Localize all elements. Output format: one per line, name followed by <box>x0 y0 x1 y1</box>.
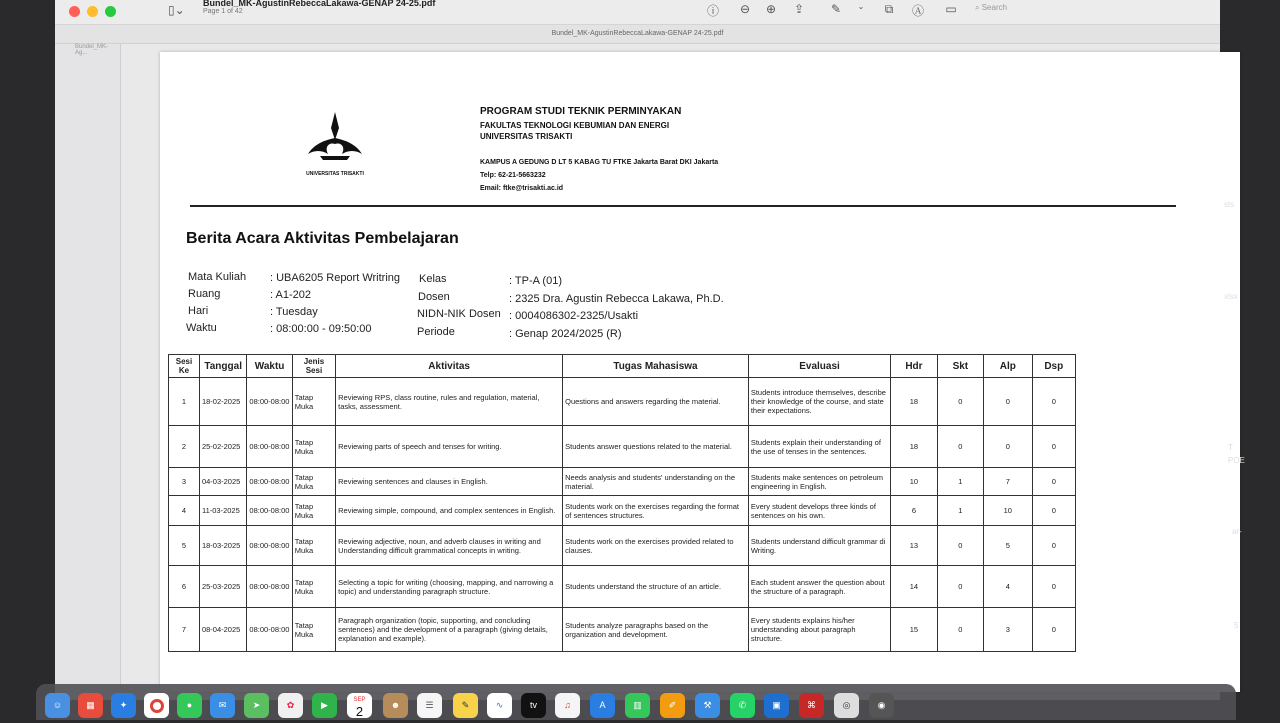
freeform-icon[interactable]: ∿ <box>487 693 512 718</box>
activity-cell: Selecting a topic for writing (choosing, mapping, and narrowing a topic) and understanding paragraph structure. <box>336 566 563 608</box>
activity-cell: Paragraph organization (topic, supporting, and concluding sentences) and the development of a paragraph (giving details, explanation and example). <box>336 608 563 652</box>
session-type-cell: Tatap Muka <box>292 496 335 526</box>
absent-count-cell: 0 <box>984 378 1032 426</box>
email: Email: ftke@trisakti.ac.id <box>480 185 564 192</box>
column-header: Aktivitas <box>336 355 563 378</box>
photos-icon[interactable]: ✿ <box>278 693 303 718</box>
background-text-fragment: 5 <box>1234 621 1239 630</box>
reminders-icon[interactable]: ☰ <box>417 693 442 718</box>
search-placeholder: Search <box>981 3 1008 12</box>
column-header: Jenis Sesi <box>292 355 335 378</box>
pdf-page <box>160 52 1240 692</box>
present-count-cell: 18 <box>891 378 937 426</box>
present-count-cell: 10 <box>891 468 937 496</box>
table-row <box>169 378 1076 426</box>
acrobat-icon[interactable]: ⌘ <box>799 693 824 718</box>
excused-count-cell: 0 <box>1032 526 1075 566</box>
column-header: Tugas Mahasiswa <box>563 355 749 378</box>
dosen-value: : 2325 Dra. Agustin Rebecca Lakawa, Ph.D. <box>509 293 724 305</box>
hari-value: : Tuesday <box>270 306 318 318</box>
info-icon[interactable]: ⓘ <box>706 4 719 18</box>
sick-count-cell: 0 <box>937 526 983 566</box>
excused-count-cell: 0 <box>1032 566 1075 608</box>
calendar-icon[interactable] <box>347 693 372 718</box>
markup-pen-icon[interactable]: ✎ <box>830 2 842 16</box>
kelas-label: Kelas <box>419 273 447 285</box>
absent-count-cell: 10 <box>984 496 1032 526</box>
student-task-cell: Questions and answers regarding the material. <box>563 378 749 426</box>
evaluation-cell: Every student develops three kinds of sentences on his own. <box>748 496 890 526</box>
table-row <box>169 608 1076 652</box>
finder-icon[interactable]: ☺ <box>45 693 70 718</box>
dock <box>36 684 1236 720</box>
sidebar-toggle-icon[interactable]: ▯⌄ <box>168 3 185 17</box>
facetime-icon[interactable]: ▶ <box>312 693 337 718</box>
time-cell: 08:00-08:00 <box>247 378 292 426</box>
address: KAMPUS A GEDUNG D LT 5 KABAG TU FTKE Jakarta Barat DKI Jakarta <box>480 159 719 166</box>
session-cell: 5 <box>169 526 200 566</box>
excused-count-cell: 0 <box>1032 378 1075 426</box>
absent-count-cell: 5 <box>984 526 1032 566</box>
time-cell: 08:00-08:00 <box>247 468 292 496</box>
program-name: PROGRAM STUDI TEKNIK PERMINYAKAN <box>480 106 682 117</box>
calendar-day: 2 <box>355 704 364 719</box>
sick-count-cell: 0 <box>937 608 983 652</box>
table-row <box>169 496 1076 526</box>
phone: Telp: 62-21-5663232 <box>480 172 546 179</box>
absent-count-cell: 3 <box>984 608 1032 652</box>
nidn-label: NIDN-NIK Dosen <box>417 308 501 320</box>
column-header: Skt <box>937 355 983 378</box>
contacts-icon[interactable]: ☻ <box>383 693 408 718</box>
session-type-cell: Tatap Muka <box>292 378 335 426</box>
absent-count-cell: 7 <box>984 468 1032 496</box>
chrome-icon[interactable] <box>144 693 169 718</box>
date-cell: 18-02-2025 <box>199 378 246 426</box>
logo-caption: UNIVERSITAS TRISAKTI <box>306 171 364 177</box>
table-header-row <box>169 355 1076 378</box>
evaluation-cell: Students understand difficult grammar di Writing. <box>748 526 890 566</box>
zoom-in-icon[interactable]: ⊕ <box>765 2 777 16</box>
date-cell: 25-02-2025 <box>199 426 246 468</box>
waktu-value: : 08:00:00 - 09:50:00 <box>270 323 372 335</box>
zoom-button[interactable] <box>105 6 116 17</box>
maps-icon[interactable]: ➤ <box>244 693 269 718</box>
university-logo <box>300 110 370 177</box>
student-task-cell: Students analyze paragraphs based on the organization and development. <box>563 608 749 652</box>
time-cell: 08:00-08:00 <box>247 526 292 566</box>
periode-value: : Genap 2024/2025 (R) <box>509 328 622 340</box>
university-name: UNIVERSITAS TRISAKTI <box>480 132 573 141</box>
session-type-cell: Tatap Muka <box>292 426 335 468</box>
annotate-icon[interactable]: Ⓐ <box>911 4 924 18</box>
time-cell: 08:00-08:00 <box>247 426 292 468</box>
column-header: Tanggal <box>199 355 246 378</box>
window-resize-icon[interactable]: ⧉ <box>884 2 894 16</box>
page-title: Berita Acara Aktivitas Pembelajaran <box>186 230 459 247</box>
title-bar <box>55 0 1220 25</box>
session-cell: 2 <box>169 426 200 468</box>
numbers-icon[interactable]: ▥ <box>625 693 650 718</box>
table-row <box>169 426 1076 468</box>
excused-count-cell: 0 <box>1032 496 1075 526</box>
activity-cell: Reviewing simple, compound, and complex sentences in English. <box>336 496 563 526</box>
excused-count-cell: 0 <box>1032 426 1075 468</box>
apple-tv-icon[interactable] <box>521 693 546 718</box>
pages-icon[interactable]: ✐ <box>660 693 685 718</box>
date-cell: 08-04-2025 <box>199 608 246 652</box>
xcode-icon[interactable]: ⚒ <box>695 693 720 718</box>
student-task-cell: Students work on the exercises regarding the format of sentences structures. <box>563 496 749 526</box>
session-cell: 7 <box>169 608 200 652</box>
app-icon[interactable]: ◎ <box>834 693 859 718</box>
sick-count-cell: 0 <box>937 378 983 426</box>
zoom-app-icon[interactable]: ▣ <box>764 693 789 718</box>
student-task-cell: Students understand the structure of an article. <box>563 566 749 608</box>
waktu-label: Waktu <box>186 322 217 334</box>
evaluation-cell: Every students explains his/her understanding about paragraph structure. <box>748 608 890 652</box>
time-cell: 08:00-08:00 <box>247 496 292 526</box>
session-type-cell: Tatap Muka <box>292 526 335 566</box>
sidebar-thumbnail-label[interactable]: Bundel_MK-Ag... <box>75 44 109 56</box>
nidn-value: : 0004086302-2325/Usakti <box>509 310 639 322</box>
close-button[interactable] <box>69 6 80 17</box>
sick-count-cell: 1 <box>937 468 983 496</box>
hari-label: Hari <box>188 305 209 317</box>
launchpad-icon[interactable]: ▦ <box>78 693 103 718</box>
whatsapp-icon[interactable]: ✆ <box>730 693 755 718</box>
background-text-fragment: sts <box>1224 200 1235 209</box>
time-cell: 08:00-08:00 <box>247 608 292 652</box>
student-task-cell: Needs analysis and students' understanding on the material. <box>563 468 749 496</box>
window-controls <box>69 6 116 17</box>
music-icon[interactable]: ♫ <box>555 693 580 718</box>
table-row <box>169 566 1076 608</box>
notes-icon[interactable]: ✎ <box>453 693 478 718</box>
sick-count-cell: 1 <box>937 496 983 526</box>
date-cell: 11-03-2025 <box>199 496 246 526</box>
search-icon: ⌕ <box>975 3 982 12</box>
activity-table <box>168 354 1076 652</box>
evaluation-cell: Each student answer the question about the structure of a paragraph. <box>748 566 890 608</box>
mata-kuliah-label: Mata Kuliah <box>188 271 247 283</box>
background-text-fragment: xlsx <box>1224 292 1238 301</box>
background-text-fragment: POE <box>1228 456 1245 465</box>
header-divider <box>190 205 1176 207</box>
minimize-button[interactable] <box>87 6 98 17</box>
absent-count-cell: 0 <box>984 426 1032 468</box>
session-cell: 3 <box>169 468 200 496</box>
column-header: Hdr <box>891 355 937 378</box>
session-type-cell: Tatap Muka <box>292 566 335 608</box>
safari-icon[interactable]: ✦ <box>111 693 136 718</box>
ruang-value: : A1-202 <box>270 289 311 301</box>
kelas-value: : TP-A (01) <box>509 275 562 287</box>
activity-cell: Reviewing sentences and clauses in English. <box>336 468 563 496</box>
background-text-fragment: T <box>1228 443 1233 452</box>
excused-count-cell: 0 <box>1032 468 1075 496</box>
table-row <box>169 526 1076 566</box>
document-title: Bundel_MK-AgustinRebeccaLakawa-GENAP 24-25.pdf <box>203 0 436 8</box>
session-type-cell: Tatap Muka <box>292 468 335 496</box>
activity-cell: Reviewing RPS, class routine, rules and regulation, material, tasks, assessment. <box>336 378 563 426</box>
tv-label: tv <box>529 700 537 710</box>
column-header: Alp <box>984 355 1032 378</box>
background-text-fragment: ar- <box>1232 527 1242 536</box>
messages-icon[interactable]: ● <box>177 693 202 718</box>
column-header: Sesi Ke <box>169 355 200 378</box>
date-cell: 04-03-2025 <box>199 468 246 496</box>
present-count-cell: 15 <box>891 608 937 652</box>
sick-count-cell: 0 <box>937 566 983 608</box>
present-count-cell: 14 <box>891 566 937 608</box>
app-store-icon[interactable]: A <box>590 693 615 718</box>
student-task-cell: Students work on the exercises provided related to clauses. <box>563 526 749 566</box>
form-fill-icon[interactable]: ▭ <box>945 2 957 16</box>
periode-label: Periode <box>417 326 455 338</box>
page-indicator: Page 1 of 42 <box>203 8 243 15</box>
activity-cell: Reviewing parts of speech and tenses for writing. <box>336 426 563 468</box>
activity-cell: Reviewing adjective, noun, and adverb clauses in writing and Understanding difficult grammatical concepts in writing. <box>336 526 563 566</box>
mail-icon[interactable]: ✉ <box>210 693 235 718</box>
evaluation-cell: Students explain their understanding of the use of tenses in the sentences. <box>748 426 890 468</box>
trisakti-emblem-icon <box>300 110 370 174</box>
app-icon[interactable]: ◉ <box>869 693 894 718</box>
absent-count-cell: 4 <box>984 566 1032 608</box>
mata-kuliah-value: : UBA6205 Report Writring <box>270 272 401 284</box>
thumbnail-sidebar <box>55 44 121 694</box>
calendar-month: SEP <box>353 697 366 703</box>
date-cell: 25-03-2025 <box>199 566 246 608</box>
excused-count-cell: 0 <box>1032 608 1075 652</box>
zoom-out-icon[interactable]: ⊖ <box>739 2 751 16</box>
dosen-label: Dosen <box>418 291 450 303</box>
column-header: Dsp <box>1032 355 1075 378</box>
date-cell: 18-03-2025 <box>199 526 246 566</box>
present-count-cell: 6 <box>891 496 937 526</box>
student-task-cell: Students answer questions related to the material. <box>563 426 749 468</box>
column-header: Waktu <box>247 355 292 378</box>
session-cell: 6 <box>169 566 200 608</box>
share-icon[interactable]: ⇪ <box>793 2 805 16</box>
session-cell: 4 <box>169 496 200 526</box>
table-row <box>169 468 1076 496</box>
document-tab[interactable]: Bundel_MK-AgustinRebeccaLakawa-GENAP 24-25.pdf <box>55 25 1220 44</box>
pdf-viewer-window <box>55 0 1220 700</box>
present-count-cell: 18 <box>891 426 937 468</box>
search-field[interactable] <box>975 3 1095 17</box>
session-type-cell: Tatap Muka <box>292 608 335 652</box>
sick-count-cell: 0 <box>937 426 983 468</box>
faculty-name: FAKULTAS TEKNOLOGI KEBUMIAN DAN ENERGI <box>480 121 670 130</box>
present-count-cell: 13 <box>891 526 937 566</box>
session-cell: 1 <box>169 378 200 426</box>
ruang-label: Ruang <box>188 288 221 300</box>
time-cell: 08:00-08:00 <box>247 566 292 608</box>
evaluation-cell: Students make sentences on petroleum engineering in English. <box>748 468 890 496</box>
chevron-down-icon[interactable]: ⌄ <box>857 2 865 11</box>
column-header: Evaluasi <box>748 355 890 378</box>
evaluation-cell: Students introduce themselves, describe their knowledge of the course, and state their expectations. <box>748 378 890 426</box>
